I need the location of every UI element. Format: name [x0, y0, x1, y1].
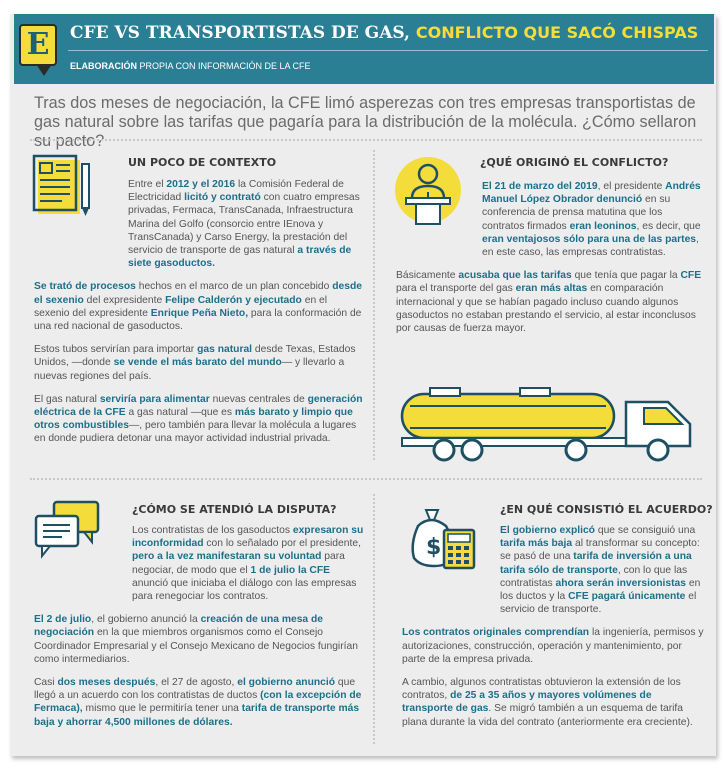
header-divider	[68, 50, 708, 51]
title-part2: CONFLICTO QUE SACÓ CHISPAS	[415, 23, 699, 42]
text-run: eran más altas	[515, 283, 588, 295]
text-run: en el sexenio del expresidente	[34, 294, 328, 319]
text-run: a gas natural —que es	[125, 407, 235, 419]
header-banner	[14, 14, 714, 84]
text-run: a través de siete gasoductos.	[128, 245, 352, 270]
text-run: tarifa de transporte más baja y ahorrar 4,500 millones de dólares.	[34, 703, 360, 728]
page-title	[70, 23, 698, 43]
text-run: en su conferencia de prensa matutina que los contratos firmados	[482, 194, 671, 232]
text-run: Entre el	[128, 179, 167, 190]
subtitle-bold: ELABORACIÓN	[70, 61, 137, 71]
contexto-p1	[34, 178, 364, 270]
subtitle-rest: PROPIA CON INFORMACIÓN DE LA CFE	[137, 61, 311, 71]
disputa-p3	[34, 676, 368, 729]
text-run: licitó y contrató	[184, 192, 261, 204]
text-run: , el presidente	[597, 181, 666, 192]
section-title-disputa: ¿CÓMO SE ATENDIÓ LA DISPUTA?	[132, 503, 337, 516]
disputa-p2	[34, 613, 368, 666]
text-run: hechos en el marco de un plan concebido	[135, 281, 333, 293]
text-run: que tenía que pagar la	[571, 270, 681, 282]
text-run: , el 27 de agosto,	[155, 677, 238, 689]
text-run: , es decir, que	[636, 220, 701, 232]
text-run: en los ductos y la	[500, 577, 701, 603]
text-run: serviría para alimentar	[99, 393, 210, 405]
text-run: Felipe Calderón y ejecutado	[165, 294, 302, 306]
text-run: gas natural	[197, 344, 253, 356]
logo-tail	[36, 64, 52, 76]
text-run: El gas natural	[34, 393, 100, 405]
text-run: creación de una mesa de negociación	[34, 614, 324, 639]
text-run: eran leoninos	[569, 220, 637, 232]
text-run: Casi	[34, 677, 58, 689]
text-run: (con la excepción de Fermaca),	[34, 690, 362, 715]
contexto-p4	[34, 393, 364, 446]
text-run: —, pero también para llevar la molécula a lugares en donde pudiera detonar una mayor actividad industrial privada.	[34, 420, 357, 445]
text-run: Estos tubos servirían para importar	[34, 344, 198, 356]
text-run: Básicamente	[396, 270, 459, 282]
text-run: , el gobierno anunció la	[91, 614, 201, 626]
text-run: el servicio de transporte.	[500, 591, 697, 616]
text-run: que llegó a un acuerdo con los contratistas de ductos	[34, 677, 356, 702]
text-run: — y llevarlo a nuevas regiones del país.	[34, 357, 345, 382]
text-run: acusaba que las tarifas	[458, 270, 572, 282]
text-run: ahora serán inversionistas	[555, 577, 687, 589]
text-run: en la que miembros organismos como el Consejo Coordinador Empresarial y el Consejo Mexicano de Negocios fungirían como intermediarios.	[34, 627, 358, 665]
text-run: Los contratos originales comprendían	[402, 627, 590, 639]
text-run: CFE pagará únicamente	[568, 591, 686, 603]
text-run: desde Texas, Estados Unidos, —donde	[34, 344, 356, 369]
text-run: el gobierno anunció	[237, 677, 336, 689]
text-run: eran ventajosos sólo para una de las partes	[482, 233, 697, 245]
origen-p1	[396, 180, 702, 259]
text-run: dos meses después	[57, 677, 156, 689]
text-run: mismo que le permitiría tener una	[82, 703, 242, 715]
text-run: 1 de julio la CFE	[250, 564, 331, 576]
text-run: . Se migró también a un esquema de tarifa plana durante la vida del contrato (anteriormente era creciente).	[402, 703, 693, 728]
text-run: para el transporte del gas	[396, 283, 516, 295]
divider-top	[30, 139, 702, 141]
text-run: más barato y limpio que otros combustibles	[34, 407, 353, 432]
text-run: nuevas centrales de	[209, 393, 308, 405]
text-run: para la conformación de una red nacional de gasoductos.	[34, 307, 362, 333]
section-body-acuerdo	[402, 524, 704, 739]
section-title-contexto: UN POCO DE CONTEXTO	[128, 156, 277, 169]
text-run: con lo señalado por el presidente,	[203, 538, 361, 550]
acuerdo-p2	[402, 626, 704, 666]
acuerdo-p3	[402, 676, 704, 729]
divider-vertical-bottom	[373, 494, 375, 744]
disputa-p1	[34, 524, 368, 603]
text-run: , en este caso, las empresas contratistas.	[482, 233, 699, 259]
text-run: la ingeniería, permisos y autorizaciones, construcción, operación y mantenimiento, por parte de la empresa privada.	[402, 627, 704, 665]
text-run: pero a la vez manifestaran su voluntad	[132, 551, 322, 563]
text-run: se vende el más barato del mundo	[113, 357, 282, 369]
text-run: tarifa de inversión a una tarifa sólo de transporte	[500, 551, 692, 576]
text-run: anunció que iniciaba el diálogo con las empresas para renegociar los contratos.	[132, 577, 357, 603]
text-run: en comparación internacional y que se habían pagado incluso cuando algunos gasoductos no estaban prestando el servicio, al estar inconclusos por causas de fuerza mayor.	[396, 283, 696, 335]
text-run: tarifa más baja	[500, 538, 573, 550]
text-run: Andrés Manuel López Obrador denunció	[482, 181, 701, 206]
section-body-origen	[396, 180, 702, 345]
text-run: El gobierno explicó	[500, 525, 595, 536]
subtitle	[70, 61, 311, 71]
text-run: desde el sexenio	[34, 281, 362, 306]
contexto-p2	[34, 280, 364, 333]
text-run: del expresidente	[83, 294, 166, 306]
divider-middle	[30, 478, 702, 480]
section-body-disputa	[34, 524, 368, 739]
text-run: para negociar, de modo que el	[132, 551, 345, 576]
gas-tanker-truck-icon	[400, 380, 698, 464]
acuerdo-p1	[402, 524, 704, 616]
text-run: que se consiguió una	[594, 525, 696, 536]
intro-text: Tras dos meses de negociación, la CFE limó asperezas con tres empresas transportistas de gas natural sobre las tarifas que pagaría para la distribución de la molécula. ¿Cómo sellaron su pacto?	[34, 94, 697, 150]
text-run: Enrique Peña Nieto,	[150, 307, 249, 319]
text-run: con cuatro empresas privadas, Fermaca, TransCanada, Infraestructura Marina del Golfo (consorcio entre IEnova y TransCanada) y Carso Energy, la prestación del servicio de transporte de gas natural	[128, 192, 360, 257]
text-run: 2012 y el 2016	[166, 179, 236, 190]
text-run: A cambio, algunos contratistas obtuvieron la extensión de los contratos,	[402, 677, 681, 702]
text-run: , con lo que las contratistas	[500, 564, 688, 589]
text-run: generación eléctrica de la CFE	[34, 393, 363, 419]
publication-logo: E	[19, 24, 57, 66]
section-title-origen: ¿QUÉ ORIGINÓ EL CONFLICTO?	[480, 156, 669, 169]
section-body-contexto	[34, 178, 364, 456]
text-run: al transformar su concepto: se pasó de una	[500, 538, 700, 563]
divider-vertical-top	[373, 150, 375, 460]
text-run: Se trató de procesos	[34, 281, 136, 293]
text-run: la Comisión Federal de Electricidad	[128, 179, 344, 204]
text-run: Los contratistas de los gasoductos	[132, 525, 293, 536]
text-run: expresaron su inconformidad	[132, 525, 364, 550]
svg-text:$: $	[426, 535, 442, 560]
origen-p2	[396, 269, 702, 335]
section-title-acuerdo: ¿EN QUÉ CONSISTIÓ EL ACUERDO?	[500, 503, 713, 516]
contexto-p3	[34, 343, 364, 383]
text-run: CFE	[680, 270, 702, 282]
title-part1: CFE VS TRANSPORTISTAS DE GAS,	[70, 23, 410, 43]
text-run: El 2 de julio	[34, 614, 92, 626]
text-run: de 25 a 35 años y mayores volúmenes de transporte de gas	[402, 690, 652, 715]
text-run: El 21 de marzo del 2019	[482, 181, 598, 192]
